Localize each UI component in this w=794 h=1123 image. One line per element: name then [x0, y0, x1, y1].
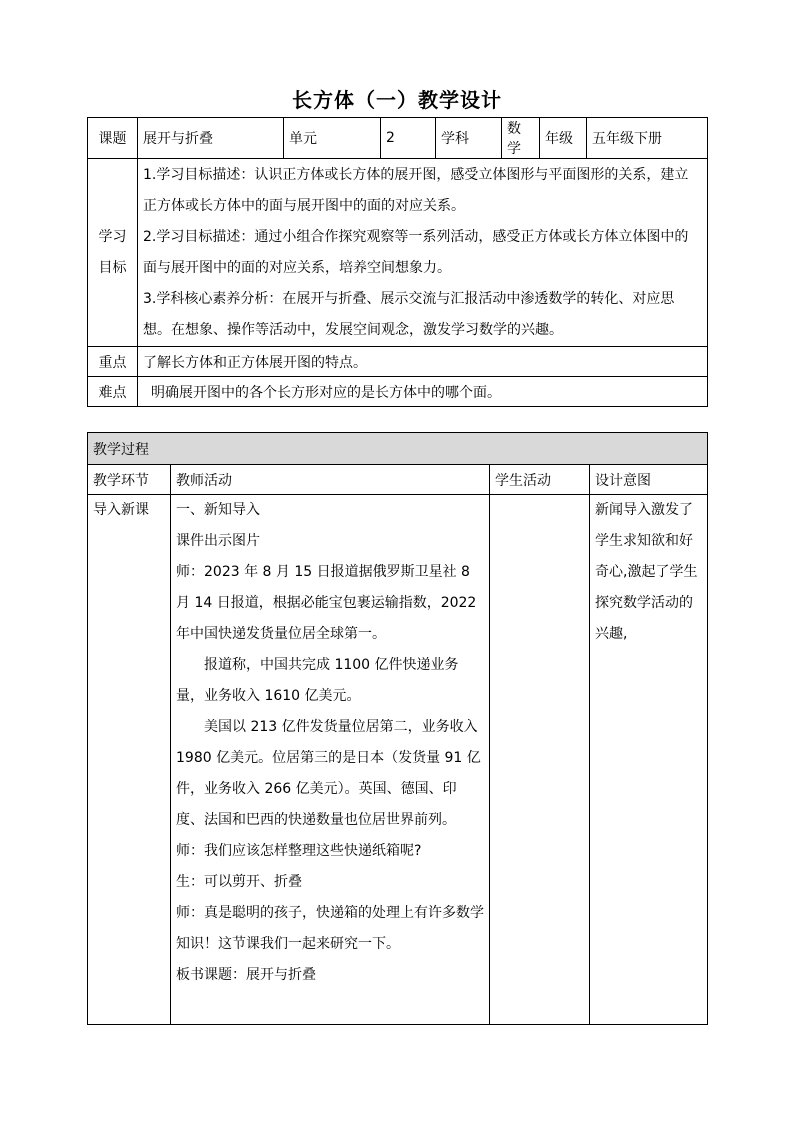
- unit-label: 单元: [284, 118, 381, 159]
- key-point-value: 了解长方体和正方体展开图的特点。: [138, 347, 708, 377]
- col-intent-header: 设计意图: [590, 465, 708, 495]
- key-point-label: 重点: [88, 347, 138, 377]
- difficulty-row: [88, 377, 708, 407]
- goal-item: 1.学习目标描述：认识正方体或长方体的展开图，感受立体图形与平面图形的关系，建立正方体或长方体中的面与展开图中的面的对应关系。: [143, 166, 689, 214]
- topic-value: 展开与折叠: [138, 118, 284, 159]
- goals-content: [138, 159, 708, 347]
- process-header-row: [88, 433, 708, 465]
- topic-label: 课题: [88, 118, 138, 159]
- teacher-activity-cell: [171, 495, 490, 1025]
- subject-value: 数学: [502, 118, 540, 159]
- process-column-headers: [88, 465, 708, 495]
- teacher-line: 美国以 213 亿件发货量位居第二，业务收入 1980 亿美元。位居第三的是日本（发货量 91 亿件，业务收入 266 亿美元）。英国、德国、印度、法国和巴西的快递数量也位居世界前列。: [176, 719, 481, 828]
- teacher-line: 课件出示图片: [176, 533, 260, 549]
- topic-row: [88, 118, 708, 159]
- difficulty-label: 难点: [88, 377, 138, 407]
- teacher-line: 师：我们应该怎样整理这些快递纸箱呢?: [176, 843, 422, 859]
- teacher-line: 师：真是聪明的孩子，快递箱的处理上有许多数学知识！这节课我们一起来研究一下。: [176, 905, 484, 952]
- grade-label: 年级: [540, 118, 587, 159]
- stage-cell: 导入新课: [88, 495, 171, 1025]
- student-activity-cell: [490, 495, 590, 1025]
- col-student-header: 学生活动: [490, 465, 590, 495]
- key-point-row: [88, 347, 708, 377]
- subject-label: 学科: [436, 118, 502, 159]
- grade-value: 五年级下册: [587, 118, 708, 159]
- teaching-process-table: [87, 432, 708, 1025]
- goals-label-line-2: 目标: [98, 259, 127, 276]
- lesson-info-table: [87, 117, 708, 407]
- design-intent-cell: 新闻导入激发了学生求知欲和好奇心,激起了学生探究数学活动的兴趣,: [590, 495, 708, 1025]
- difficulty-value: 明确展开图中的各个长方形对应的是长方体中的哪个面。: [138, 377, 708, 407]
- goals-label-line-1: 学习: [98, 228, 127, 245]
- teacher-line: 板书课题：展开与折叠: [176, 967, 316, 983]
- col-stage-header: 教学环节: [88, 465, 171, 495]
- teacher-line: 师：2023 年 8 月 15 日报道据俄罗斯卫星社 8 月 14 日报道，根据必能宝包裹运输指数，2022 年中国快递发货量位居全球第一。: [176, 564, 477, 642]
- goals-label: [88, 159, 138, 347]
- goal-item: 2.学习目标描述：通过小组合作探究观察等一系列活动，感受正方体或长方体立体图中的面与展开图中的面的对应关系，培养空间想象力。: [143, 228, 689, 276]
- teacher-line: 生：可以剪开、折叠: [176, 874, 302, 890]
- teacher-line: 报道称，中国共完成 1100 亿件快递业务量，业务收入 1610 亿美元。: [176, 657, 459, 704]
- unit-value: 2: [381, 118, 436, 159]
- document-title: 长方体（一）教学设计: [292, 88, 502, 112]
- process-header: 教学过程: [88, 433, 708, 465]
- col-teacher-header: 教师活动: [171, 465, 490, 495]
- goals-row: [88, 159, 708, 347]
- teacher-line: 一、新知导入: [176, 502, 260, 518]
- goal-item: 3.学科核心素养分析：在展开与折叠、展示交流与汇报活动中渗透数学的转化、对应思想。在想象、操作等活动中，发展空间观念，激发学习数学的兴趣。: [143, 290, 675, 338]
- process-row: [88, 495, 708, 1025]
